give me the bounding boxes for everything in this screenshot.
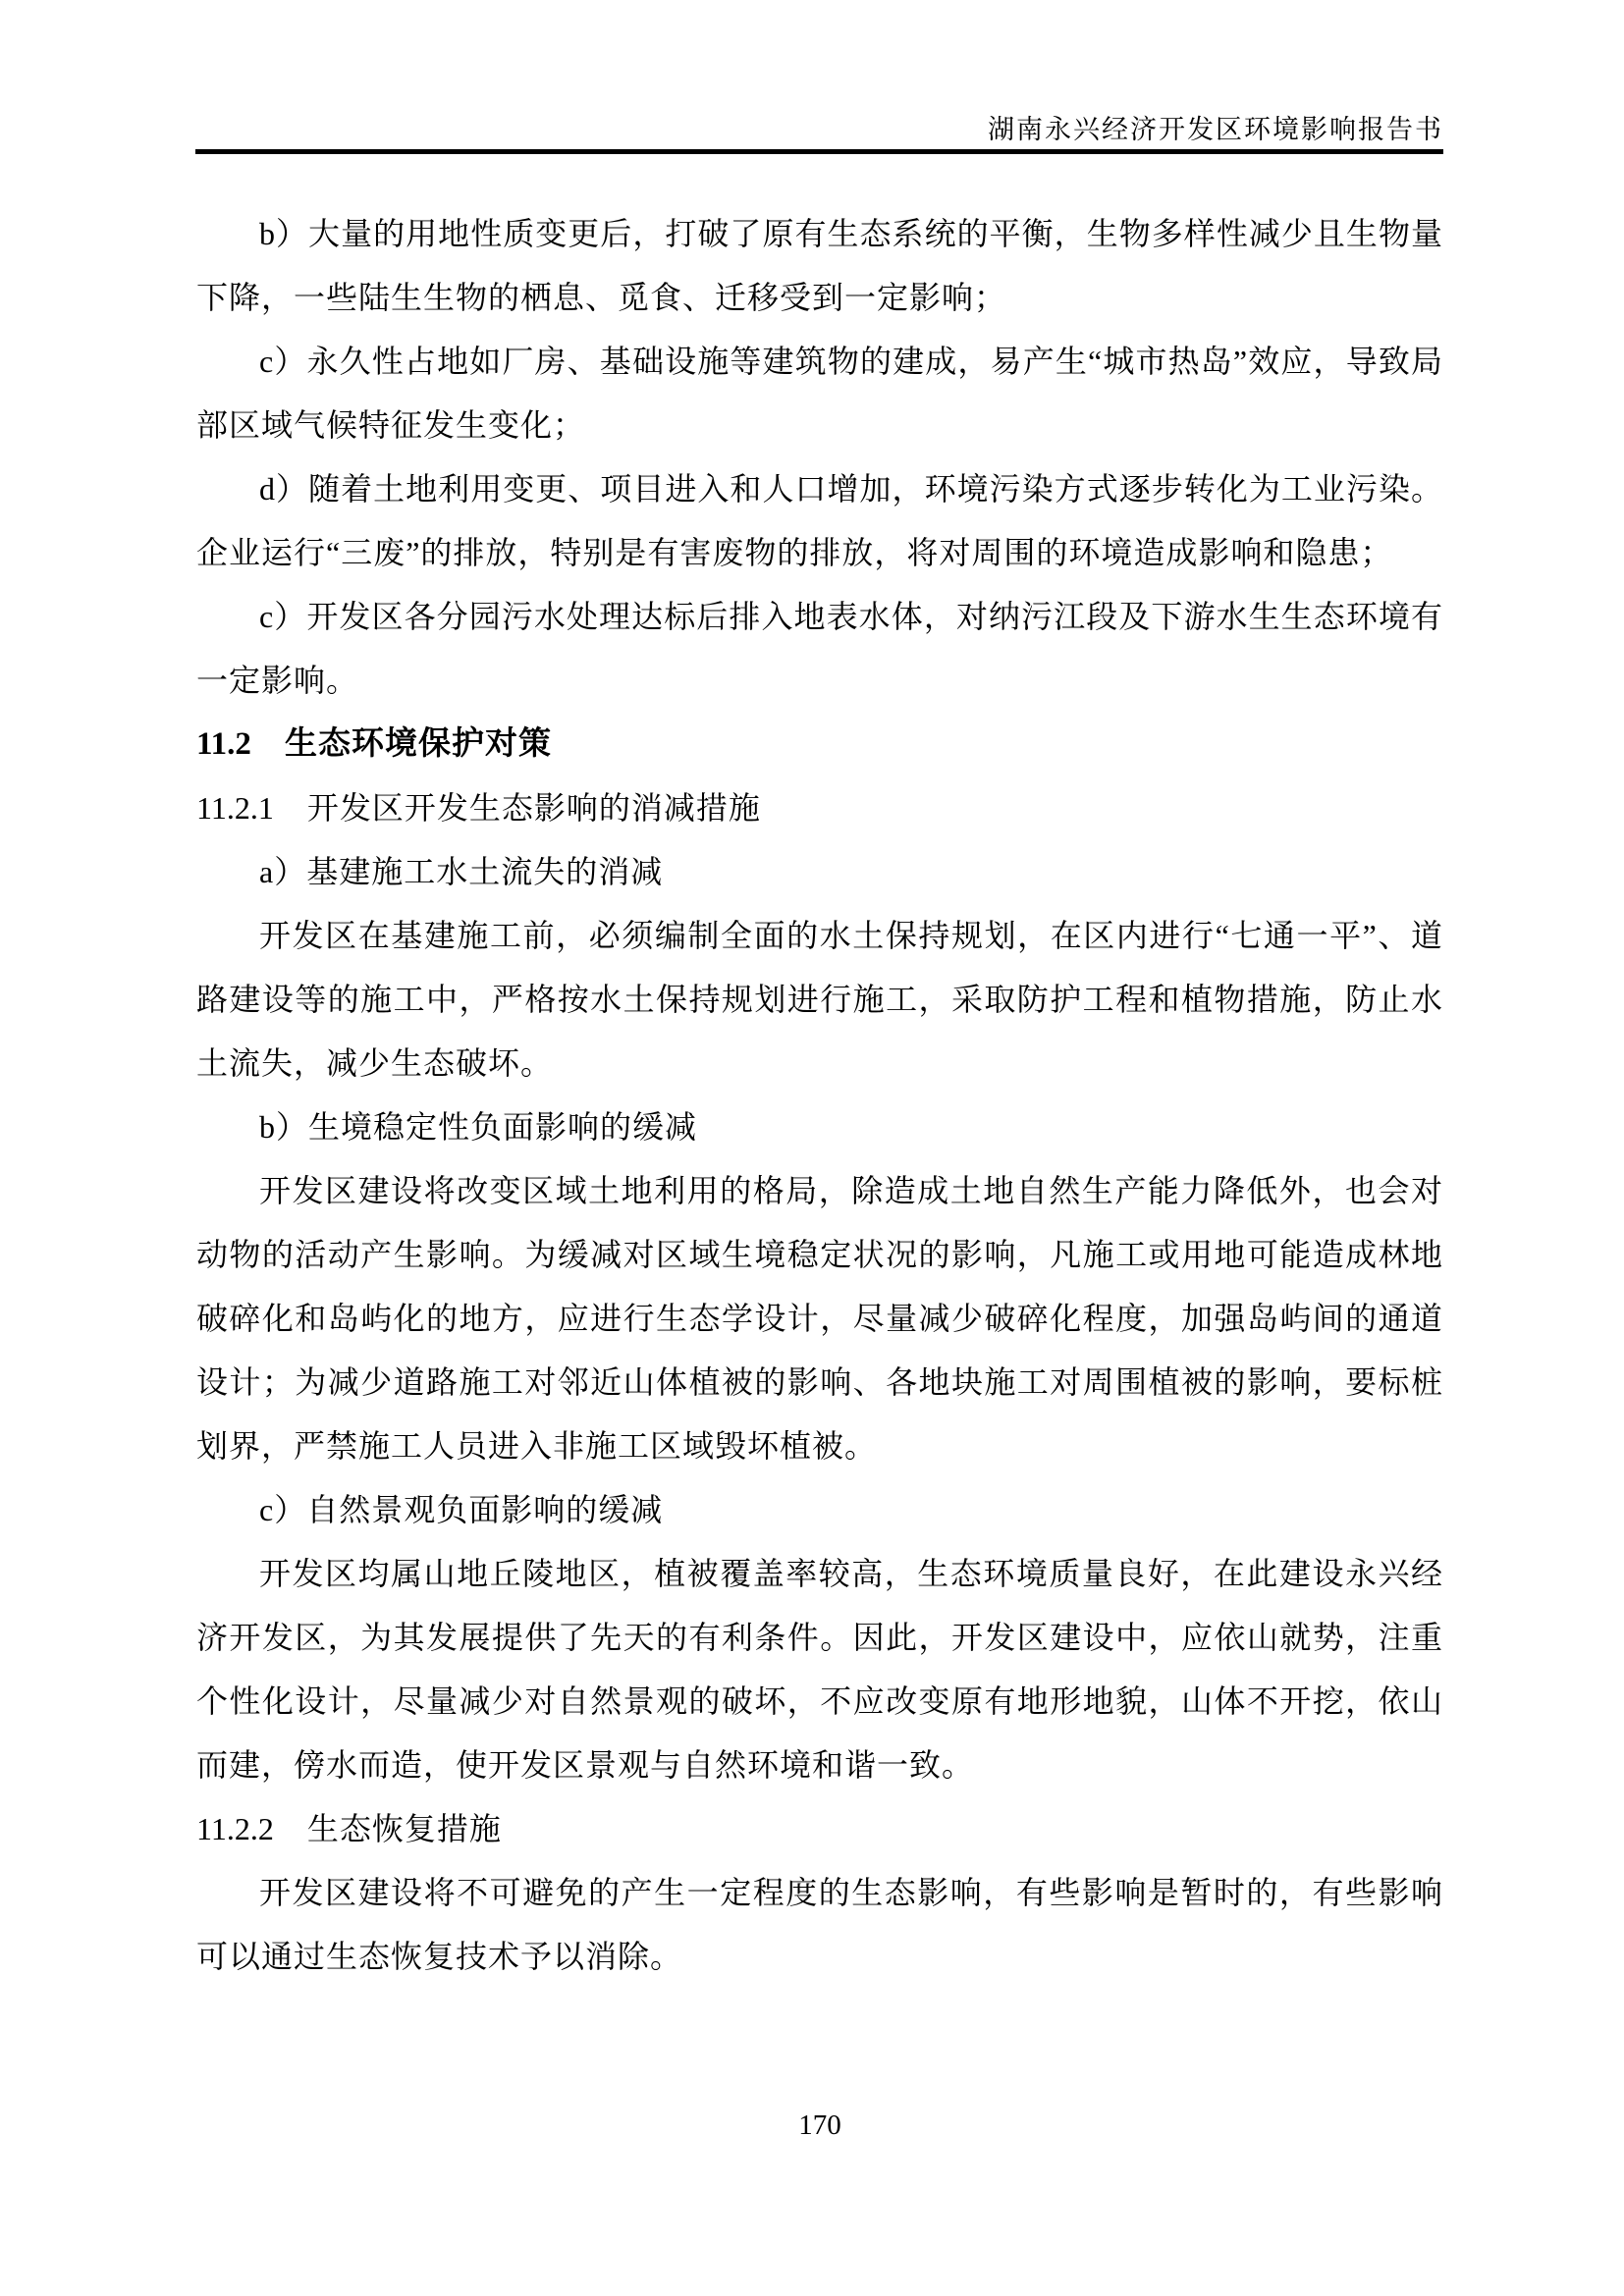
section-heading-11-2: [196, 713, 1443, 776]
paragraph-landscape-mitigation: 开发区均属山地丘陵地区，植被覆盖率较高，生态环境质量良好，在此建设永兴经济开发区，为其发展提供了先天的有利条件。因此，开发区建设中，应依山就势，注重个性化设计，尽量减少对自然景观的破坏，不应改变原有地形地貌，山体不开挖，依山而建，傍水而造，使开发区景观与自然环境和谐一致。: [196, 1556, 1443, 1783]
subsection-heading-11-2-1-number: 11.2.1: [196, 790, 274, 826]
paragraph-b-land-use-change: b）大量的用地性质变更后，打破了原有生态系统的平衡，生物多样性减少且生物量下降，一些陆生生物的栖息、觅食、迁移受到一定影响；: [196, 216, 1443, 315]
running-header-title: 湖南永兴经济开发区环境影响报告书: [988, 115, 1443, 144]
paragraph-ecological-recovery: 开发区建设将不可避免的产生一定程度的生态影响，有些影响是暂时的，有些影响可以通过生态恢复技术予以消除。: [196, 1875, 1443, 1974]
paragraph-d-pollution-shift: d）随着土地利用变更、项目进入和人口增加，环境污染方式逐步转化为工业污染。企业运行“三废”的排放，特别是有害废物的排放，将对周围的环境造成影响和隐患；: [196, 471, 1443, 570]
paragraph-b-habitat-stability-item: b）生境稳定性负面影响的缓减: [259, 1109, 698, 1145]
paragraph-c-wastewater-discharge: c）开发区各分园污水处理达标后排入地表水体，对纳污江段及下游水生生态环境有一定影响。: [196, 599, 1443, 698]
page-number: 170: [798, 2109, 841, 2141]
paragraph-c-landscape-item: c）自然景观负面影响的缓减: [259, 1492, 664, 1527]
subsection-heading-11-2-1-title: 开发区开发生态影响的消减措施: [306, 790, 761, 826]
header-rule: [195, 149, 1443, 154]
paragraph-c-permanent-occupation: c）永久性占地如厂房、基础设施等建筑物的建成，易产生“城市热岛”效应，导致局部区域气候特征发生变化；: [196, 344, 1443, 443]
section-heading-11-2-number: 11.2: [196, 726, 251, 762]
subsection-heading-11-2-2-title: 生态恢复措施: [306, 1811, 502, 1846]
subsection-heading-11-2-1: [196, 776, 1443, 840]
paragraph-a-soil-erosion-item: a）基建施工水土流失的消减: [259, 854, 664, 889]
paragraph-soil-conservation-plan: 开发区在基建施工前，必须编制全面的水土保持规划，在区内进行“七通一平”、道路建设等的施工中，严格按水土保持规划进行施工，采取防护工程和植物措施，防止水土流失，减少生态破坏。: [196, 918, 1443, 1081]
subsection-heading-11-2-2: [196, 1797, 1443, 1861]
subsection-heading-11-2-2-number: 11.2.2: [196, 1811, 274, 1846]
paragraph-habitat-mitigation: 开发区建设将改变区域土地利用的格局，除造成土地自然生产能力降低外，也会对动物的活动产生影响。为缓减对区域生境稳定状况的影响，凡施工或用地可能造成林地破碎化和岛屿化的地方，应进行生态学设计，尽量减少破碎化程度，加强岛屿间的通道设计；为减少道路施工对邻近山体植被的影响、各地块施工对周围植被的影响，要标桩划界，严禁施工人员进入非施工区域毁坏植被。: [196, 1173, 1443, 1464]
section-heading-11-2-title: 生态环境保护对策: [284, 726, 552, 762]
document-body: [196, 202, 1443, 1989]
